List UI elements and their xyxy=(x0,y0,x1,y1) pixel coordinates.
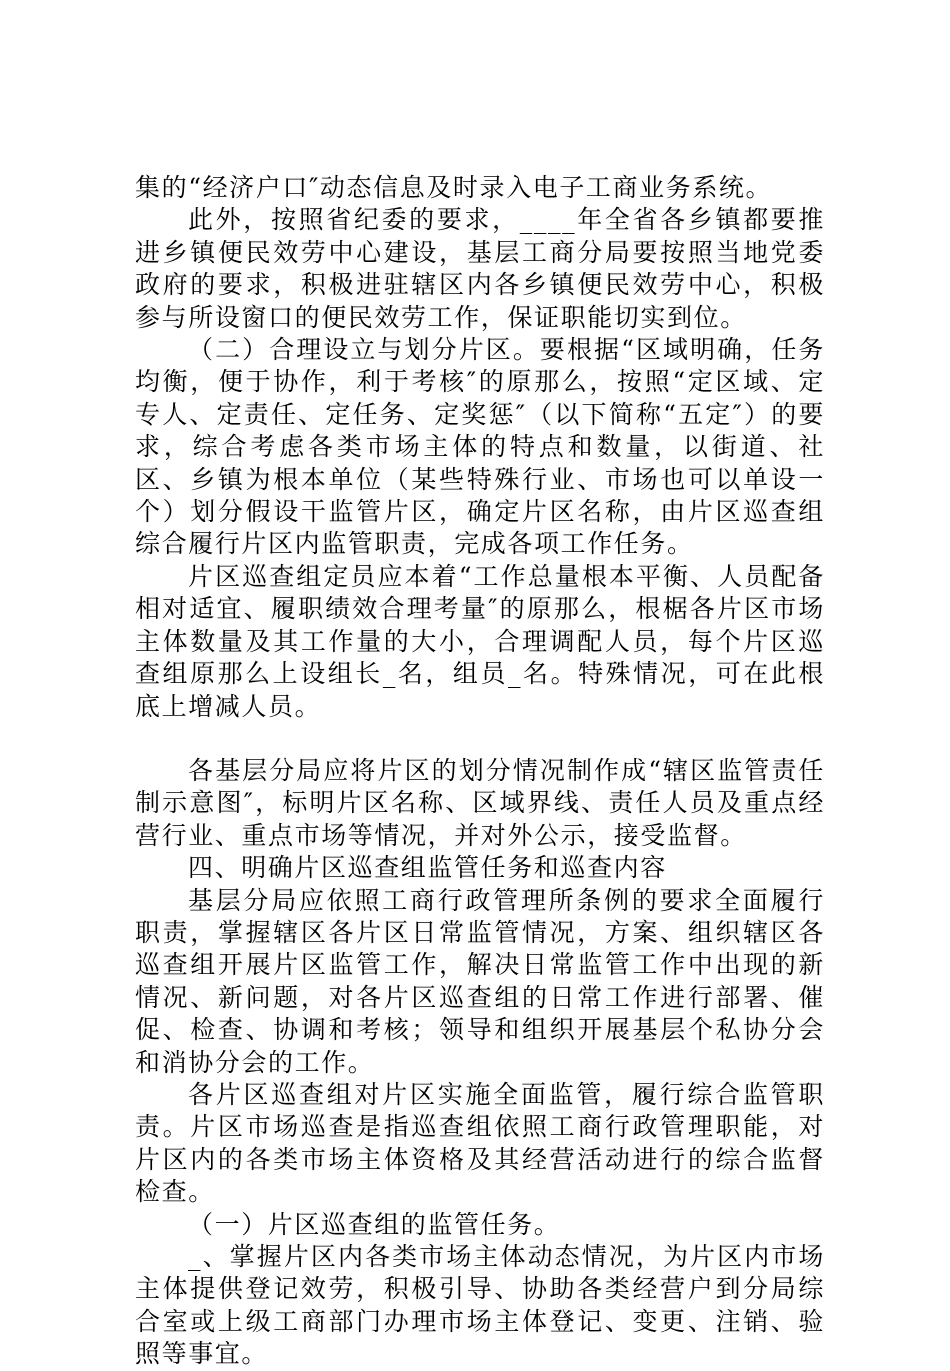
paragraph-service-center: 此外，按照省纪委的要求，____年全省各乡镇都要推进乡镇便民效劳中心建设，基层工商分局要按照当地党委政府的要求，积极进驻辖区内各乡镇便民效劳中心，积极参与所设窗口的便民效劳工作，保证职能切实到位。 xyxy=(135,205,825,332)
paragraph-gap xyxy=(135,723,825,755)
paragraph-map-publicity: 各基层分局应将片区的划分情况制作成“辖区监管责任制示意图″，标明片区名称、区域界线、责任人员及重点经营行业、重点市场等情况，并对外公示，接受监督。 xyxy=(135,755,825,850)
paragraph-staffing: 片区巡查组定员应本着“工作总量根本平衡、人员配备相对适宜、履职绩效合理考量″的原那么，根椐各片区市场主体数量及其工作量的大小，合理调配人员，每个片区巡查组原那么上设组长_名，组员_名。特殊情况，可在此根底上增减人员。 xyxy=(135,561,825,721)
paragraph-branch-duties: 基层分局应依照工商行政管理所条例的要求全面履行职责，掌握辖区各片区日常监管情况，方案、组织辖区各巡查组开展片区监管工作，解决日常监管工作中出现的新情况、新问题，对各片区巡查组的日常工作进行部署、催促、检查、协调和考核；领导和组织开展基层个私协分会和消协分会的工作。 xyxy=(135,885,825,1077)
paragraph-continuation: 集的“经济户口″动态信息及时录入电子工商业务系统。 xyxy=(135,173,773,202)
document-body xyxy=(135,172,825,1371)
paragraph-section-two: （二）合理设立与划分片区。要根据“区域明确，任务均衡，便于协作，利于考核″的原那么，按照“定区域、定专人、定责任、定任务、定奖惩″（以下简称“五定″）的要求，综合考虑各类市场主体的特点和数量，以街道、社区、乡镇为根本单位（某些特殊行业、市场也可以单设一个）划分假设干监管片区，确定片区名称，由片区巡查组综合履行片区内监管职责，完成各项工作任务。 xyxy=(135,335,825,559)
paragraph-patrol-definition: 各片区巡查组对片区实施全面监管，履行综合监管职责。片区市场巡查是指巡查组依照工商行政管理职能，对片区内的各类市场主体资格及其经营活动进行的综合监督检查。 xyxy=(135,1079,825,1207)
paragraph-task-one: _、掌握片区内各类市场主体动态情况，为片区内市场主体提供登记效劳，积极引导、协助各类经营户到分局综合室或上级工商部门办理市场主体登记、变更、注销、验照等事宜。 xyxy=(135,1242,825,1369)
subsection-heading-one: （一）片区巡查组的监管任务。 xyxy=(188,1209,561,1239)
section-heading-four: 四、明确片区巡查组监管任务和巡查内容 xyxy=(188,853,667,883)
